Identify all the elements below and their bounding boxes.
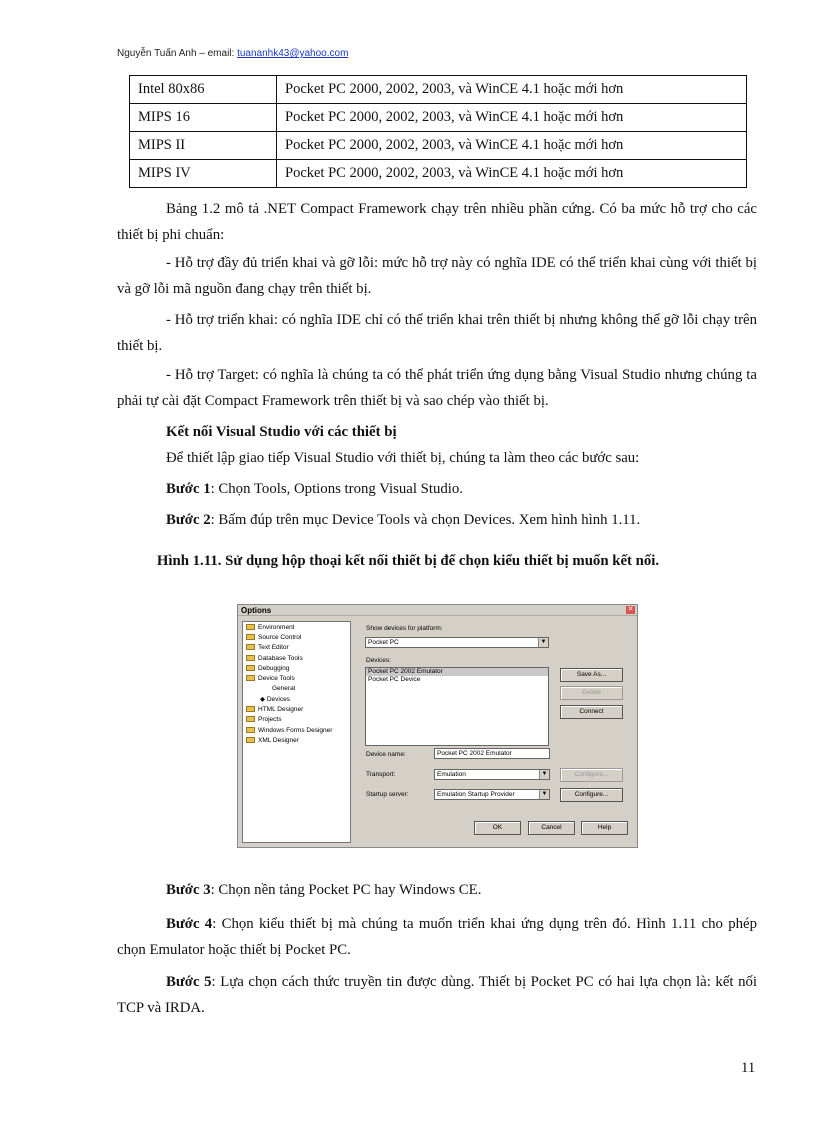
tree-item-devices[interactable]: ◆ Devices bbox=[260, 696, 290, 703]
folder-icon bbox=[246, 727, 255, 733]
tree-item-projects[interactable]: Projects bbox=[246, 715, 281, 725]
table-row bbox=[130, 76, 747, 104]
startup-server-select[interactable]: Emulation Startup Provider ▼ bbox=[434, 789, 550, 800]
device-item[interactable]: Pocket PC Device bbox=[368, 676, 421, 683]
section-heading: Kết nối Visual Studio với các thiết bị bbox=[166, 424, 397, 440]
step-5: Bước 5: Lựa chọn cách thức truyền tin được dùng. Thiết bị Pocket PC có hai lựa chọn là: kết nối TCP và IRDA. bbox=[117, 974, 757, 1016]
chevron-down-icon: ▼ bbox=[539, 770, 549, 779]
folder-icon bbox=[246, 665, 255, 671]
delete-button[interactable]: Delete bbox=[560, 686, 623, 700]
options-tree bbox=[242, 621, 351, 843]
table-cell-platform: Pocket PC 2000, 2002, 2003, và WinCE 4.1 hoặc mới hơn bbox=[277, 104, 747, 132]
ok-button[interactable]: OK bbox=[474, 821, 521, 835]
table-row bbox=[130, 160, 747, 188]
folder-icon bbox=[246, 716, 255, 722]
step-3: Bước 3: Chọn nền tảng Pocket PC hay Windows CE. bbox=[166, 882, 482, 898]
paragraph-1: Bảng 1.2 mô tả .NET Compact Framework chạy trên nhiều phần cứng. Có ba mức hỗ trợ cho các thiết bị phi chuẩn: bbox=[117, 201, 757, 243]
transport-label: Transport: bbox=[366, 771, 396, 778]
header-author: Nguyễn Tuấn Anh – email: bbox=[117, 48, 238, 59]
startup-server-label: Startup server: bbox=[366, 791, 409, 798]
cancel-button[interactable]: Cancel bbox=[528, 821, 575, 835]
table-cell-cpu: MIPS 16 bbox=[130, 104, 277, 132]
table-row bbox=[130, 104, 747, 132]
folder-icon bbox=[246, 737, 255, 743]
tree-item-database-tools[interactable]: Database Tools bbox=[246, 654, 303, 664]
platform-select[interactable]: Pocket PC ▼ bbox=[365, 637, 549, 648]
table-row bbox=[130, 132, 747, 160]
table-cell-cpu: MIPS IV bbox=[130, 160, 277, 188]
tree-item-xml-designer[interactable]: XML Designer bbox=[246, 736, 299, 746]
folder-icon bbox=[246, 644, 255, 650]
tree-item-windows-forms-designer[interactable]: Windows Forms Designer bbox=[246, 726, 332, 736]
paragraph-3: - Hỗ trợ triển khai: có nghĩa IDE chỉ có thể triển khai trên thiết bị nhưng không thể gỡ lỗi chạy trên thiết bị. bbox=[117, 312, 757, 354]
chevron-down-icon: ▼ bbox=[539, 790, 549, 799]
paragraph-4: - Hỗ trợ Target: có nghĩa là chúng ta có thể phát triển ứng dụng bằng Visual Studio nhưng chúng ta phải tự cài đặt Compact Framework trên thiết bị và sao chép vào thiết bị. bbox=[117, 367, 757, 409]
paragraph-2: - Hỗ trợ đầy đủ triển khai và gỡ lỗi: mức hỗ trợ này có nghĩa IDE có thể triển khai cùng với thiết bị và gỡ lỗi mã nguồn đang chạy trên thiết bị. bbox=[117, 255, 757, 297]
tree-item-html-designer[interactable]: HTML Designer bbox=[246, 705, 303, 715]
device-name-input[interactable]: Pocket PC 2002 Emulator bbox=[434, 748, 550, 759]
options-dialog bbox=[237, 604, 638, 848]
device-item[interactable]: Pocket PC 2002 Emulator bbox=[366, 668, 548, 676]
figure-caption: Hình 1.11. Sử dụng hộp thoại kết nối thiết bị để chọn kiểu thiết bị muốn kết nối. bbox=[156, 553, 660, 569]
tree-item-general[interactable]: General bbox=[272, 685, 296, 692]
transport-select[interactable]: Emulation ▼ bbox=[434, 769, 550, 780]
email-link[interactable]: tuananhk43@yahoo.com bbox=[237, 48, 349, 59]
table-cell-platform: Pocket PC 2000, 2002, 2003, và WinCE 4.1 hoặc mới hơn bbox=[277, 132, 747, 160]
table-cell-cpu: Intel 80x86 bbox=[130, 76, 277, 104]
folder-icon bbox=[246, 624, 255, 630]
configure-startup-button[interactable]: Configure... bbox=[560, 788, 623, 802]
folder-icon bbox=[246, 655, 255, 661]
devices-label: Devices: bbox=[366, 657, 391, 664]
folder-icon bbox=[246, 634, 255, 640]
help-button[interactable]: Help bbox=[581, 821, 628, 835]
folder-icon bbox=[246, 706, 255, 712]
save-as-button[interactable]: Save As... bbox=[560, 668, 623, 682]
device-name-label: Device name: bbox=[366, 751, 406, 758]
tree-item-environment[interactable]: Environment bbox=[246, 623, 295, 633]
table-cell-platform: Pocket PC 2000, 2002, 2003, và WinCE 4.1 hoặc mới hơn bbox=[277, 160, 747, 188]
intro-text: Để thiết lập giao tiếp Visual Studio với thiết bị, chúng ta làm theo các bước sau: bbox=[166, 450, 640, 466]
tree-item-device-tools[interactable]: Device Tools bbox=[246, 674, 295, 684]
devices-list[interactable] bbox=[365, 667, 549, 746]
table-cell-platform: Pocket PC 2000, 2002, 2003, và WinCE 4.1 hoặc mới hơn bbox=[277, 76, 747, 104]
tree-item-source-control[interactable]: Source Control bbox=[246, 633, 301, 643]
tree-item-text-editor[interactable]: Text Editor bbox=[246, 643, 289, 653]
step-4: Bước 4: Chọn kiểu thiết bị mà chúng ta muốn triển khai ứng dụng trên đó. Hình 1.11 cho phép chọn Emulator hoặc thiết bị Pocket PC. bbox=[117, 916, 757, 958]
step-2: Bước 2: Bấm đúp trên mục Device Tools và chọn Devices. Xem hình hình 1.11. bbox=[166, 512, 641, 528]
configure-transport-button[interactable]: Configure... bbox=[560, 768, 623, 782]
close-icon[interactable]: ✕ bbox=[627, 606, 634, 613]
page-header bbox=[117, 48, 348, 59]
cpu-support-table bbox=[129, 75, 747, 188]
step-1: Bước 1: Chọn Tools, Options trong Visual Studio. bbox=[166, 481, 464, 497]
arrow-icon: ◆ bbox=[260, 696, 267, 703]
folder-icon bbox=[246, 675, 255, 681]
chevron-down-icon: ▼ bbox=[538, 638, 548, 647]
dialog-title: Options bbox=[238, 605, 637, 616]
platform-label: Show devices for platform: bbox=[366, 625, 443, 632]
tree-item-debugging[interactable]: Debugging bbox=[246, 664, 289, 674]
page-number: 11 bbox=[741, 1060, 756, 1076]
table-cell-cpu: MIPS II bbox=[130, 132, 277, 160]
connect-button[interactable]: Connect bbox=[560, 705, 623, 719]
